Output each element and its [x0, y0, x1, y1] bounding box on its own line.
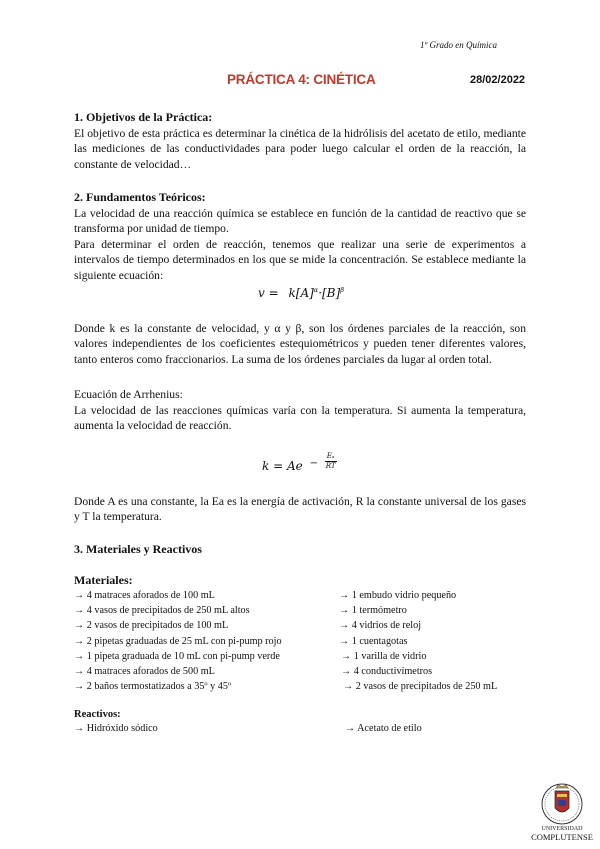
section-2-paragraph-3: Donde k es la constante de velocidad, y α y β, son los órdenes parciales de la reacción, son valores independientes de los coeficientes estequiométricos y pueden tener diferentes valores, tanto enteros como fraccionarios. La suma de los órdenes parciales da lugar al orden total. — [74, 322, 526, 366]
list-item: → 1 cuentagotas — [339, 635, 408, 647]
rate-equation-b: ·[B] — [318, 286, 341, 300]
section-2-paragraph-5: Donde A es una constante, la Ea es la energía de activación, R la constante universal de los gases y T la temperatura. — [74, 495, 526, 524]
reactivo-hidroxido: → Hidróxido sódico — [74, 723, 158, 734]
materiales-label: Materiales: — [74, 573, 133, 587]
rate-equation-left: v = — [258, 286, 279, 300]
materiales-right-list — [339, 588, 497, 694]
list-item: → 4 matraces aforados de 100 mL — [74, 590, 215, 601]
materiales-left-list — [74, 588, 282, 694]
rate-equation-alpha: α — [313, 286, 319, 294]
arrhenius-equation — [262, 452, 337, 473]
list-item: → 1 pipeta graduada de 10 mL con pi-pump verde — [74, 650, 280, 662]
list-item: → 4 conductivímetros — [341, 666, 433, 678]
list-item: → 1 varilla de vidrio — [341, 650, 427, 662]
list-item: → 1 termómetro — [339, 605, 407, 617]
arrhenius-equation-left: k = Ae — [262, 459, 303, 473]
university-logo — [531, 778, 593, 849]
logo-line-1: UNIVERSIDAD — [541, 826, 583, 832]
reactivo-acetato: → Acetato de etilo — [345, 723, 422, 734]
list-item: → 2 pipetas graduadas de 25 mL con pi-pump rojo — [74, 635, 282, 647]
course-label: 1º Grado en Química — [420, 40, 498, 50]
university-crest-icon — [531, 778, 593, 844]
logo-line-2: COMPLUTENSE — [531, 832, 593, 842]
section-2-paragraph-4: La velocidad de las reacciones químicas varía con la temperatura. Si aumenta la temperatura, aumenta la velocidad de reacción. — [74, 404, 526, 433]
list-item: → 4 matraces aforados de 500 mL — [74, 666, 215, 678]
section-2-paragraph-1: La velocidad de una reacción química se establece en función de la cantidad de reactivo que se transforma por unidad de tiempo. — [74, 207, 526, 236]
rate-equation — [258, 286, 344, 300]
section-1-text: El objetivo de esta práctica es determinar la cinética de la hidrólisis del acetato de etilo, mediante las mediciones de las conductividades para poder luego calcular el orden de la reacción, la constante de velocidad… — [74, 127, 526, 171]
arrhenius-denominator: RT — [325, 462, 336, 470]
list-item: → 4 vidrios de reloj — [339, 620, 422, 632]
section-1-heading: 1. Objetivos de la Práctica: — [74, 110, 213, 124]
arrhenius-numerator: Eₐ — [326, 452, 335, 460]
arrhenius-label: Ecuación de Arrhenius: — [74, 388, 183, 401]
list-item: → 4 vasos de precipitados de 250 mL altos — [74, 605, 250, 617]
reactivos-label: Reactivos: — [74, 709, 121, 720]
arrhenius-minus: − — [309, 458, 318, 469]
rate-equation-beta: β — [340, 286, 344, 294]
section-2-paragraph-2: Para determinar el orden de reacción, tenemos que realizar una serie de experimentos a intervalos de tiempo determinados en los que se mide la concentración. Se establece mediante la siguiente ecuación: — [74, 238, 526, 282]
rate-equation-k: k[A] — [288, 286, 314, 300]
list-item: → 1 embudo vidrio pequeño — [339, 590, 457, 601]
page-title: PRÁCTICA 4: CINÉTICA — [227, 72, 376, 87]
list-item: → 2 vasos de precipitados de 100 mL — [74, 620, 229, 632]
arrhenius-exponent — [325, 452, 337, 471]
list-item: → 2 vasos de precipitados de 250 mL — [343, 681, 498, 693]
section-3-heading: 3. Materiales y Reactivos — [74, 542, 202, 556]
list-item: → 2 baños termostatizados a 35º y 45º — [74, 681, 232, 693]
document-date: 28/02/2022 — [470, 74, 526, 86]
section-2-heading: 2. Fundamentos Teóricos: — [74, 190, 206, 204]
